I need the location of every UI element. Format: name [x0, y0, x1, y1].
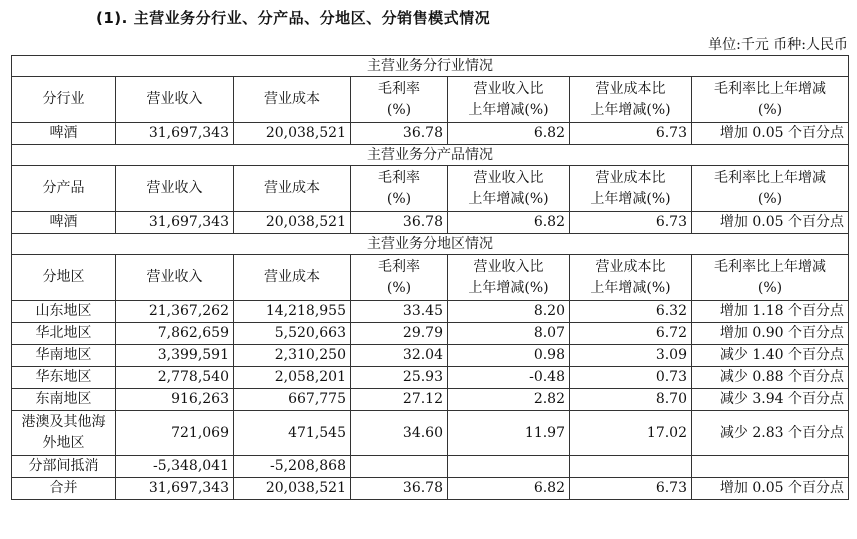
- cell-cost-change: 17.02: [570, 411, 692, 456]
- cell-margin-change: 增加 0.05 个百分点: [692, 212, 849, 234]
- table-row: [12, 323, 849, 345]
- header-revenue: 营业收入: [116, 255, 234, 301]
- header-cost-change: 营业成本比 上年增减(%): [570, 255, 692, 301]
- region-header-category: 分地区: [12, 255, 116, 301]
- cell-revenue: 31,697,343: [116, 478, 234, 500]
- cell-cost: -5,208,868: [234, 456, 351, 478]
- main-business-table: [11, 55, 849, 500]
- cell-cost: 2,310,250: [234, 345, 351, 367]
- cell-cost-change: 6.73: [570, 212, 692, 234]
- cell-revenue-change: [448, 456, 570, 478]
- row-label: 华南地区: [12, 345, 116, 367]
- header-cost-change: 营业成本比 上年增减(%): [570, 166, 692, 212]
- cell-revenue: 916,263: [116, 389, 234, 411]
- cell-cost: 2,058,201: [234, 367, 351, 389]
- cell-revenue: -5,348,041: [116, 456, 234, 478]
- table-row: [12, 301, 849, 323]
- cell-margin-change: 增加 0.05 个百分点: [692, 478, 849, 500]
- cell-cost-change: 3.09: [570, 345, 692, 367]
- cell-revenue-change: 8.20: [448, 301, 570, 323]
- cell-revenue: 2,778,540: [116, 367, 234, 389]
- cell-revenue: 21,367,262: [116, 301, 234, 323]
- cell-cost-change: 6.73: [570, 123, 692, 145]
- cell-cost: 20,038,521: [234, 212, 351, 234]
- row-label: 啤酒: [12, 123, 116, 145]
- industry-header-row: [12, 77, 849, 123]
- cell-cost-change: 6.72: [570, 323, 692, 345]
- cell-cost-change: 0.73: [570, 367, 692, 389]
- table-row: [12, 367, 849, 389]
- table-row: [12, 456, 849, 478]
- table-row: [12, 345, 849, 367]
- cell-margin-change: 减少 2.83 个百分点: [692, 411, 849, 456]
- cell-revenue: 721,069: [116, 411, 234, 456]
- cell-margin-change: 减少 1.40 个百分点: [692, 345, 849, 367]
- header-margin-change: 毛利率比上年增减 (%): [692, 255, 849, 301]
- cell-margin-change: 增加 0.90 个百分点: [692, 323, 849, 345]
- row-label: 港澳及其他海外地区: [12, 411, 116, 456]
- header-revenue-change: 营业收入比 上年增减(%): [448, 166, 570, 212]
- region-header-row: [12, 255, 849, 301]
- product-header-row: [12, 166, 849, 212]
- table-row: [12, 411, 849, 456]
- region-section-title-row: [12, 234, 849, 255]
- cell-margin-change: 增加 0.05 个百分点: [692, 123, 849, 145]
- cell-revenue-change: -0.48: [448, 367, 570, 389]
- header-revenue-change: 营业收入比 上年增减(%): [448, 255, 570, 301]
- header-gross-margin: 毛利率 (%): [351, 255, 448, 301]
- cell-gross-margin: 36.78: [351, 478, 448, 500]
- cell-cost: 20,038,521: [234, 478, 351, 500]
- table-row: [12, 478, 849, 500]
- cell-revenue-change: 6.82: [448, 123, 570, 145]
- cell-revenue-change: 8.07: [448, 323, 570, 345]
- cell-revenue-change: 2.82: [448, 389, 570, 411]
- row-label: 山东地区: [12, 301, 116, 323]
- section-heading: (1). 主营业务分行业、分产品、分地区、分销售模式情况: [96, 9, 491, 27]
- cell-gross-margin: 34.60: [351, 411, 448, 456]
- cell-gross-margin: 29.79: [351, 323, 448, 345]
- header-revenue: 营业收入: [116, 166, 234, 212]
- header-revenue-change: 营业收入比 上年增减(%): [448, 77, 570, 123]
- cell-cost-change: 6.32: [570, 301, 692, 323]
- cell-cost-change: [570, 456, 692, 478]
- cell-revenue-change: 0.98: [448, 345, 570, 367]
- header-gross-margin: 毛利率 (%): [351, 166, 448, 212]
- cell-margin-change: [692, 456, 849, 478]
- cell-cost: 667,775: [234, 389, 351, 411]
- row-label: 合并: [12, 478, 116, 500]
- unit-label: 单位:千元 币种:人民币: [708, 37, 848, 53]
- header-cost-change: 营业成本比 上年增减(%): [570, 77, 692, 123]
- header-margin-change: 毛利率比上年增减 (%): [692, 77, 849, 123]
- cell-cost: 5,520,663: [234, 323, 351, 345]
- cell-cost-change: 8.70: [570, 389, 692, 411]
- product-section-title: 主营业务分产品情况: [12, 145, 849, 166]
- cell-gross-margin: 32.04: [351, 345, 448, 367]
- cell-revenue: 31,697,343: [116, 212, 234, 234]
- cell-gross-margin: 27.12: [351, 389, 448, 411]
- header-margin-change: 毛利率比上年增减 (%): [692, 166, 849, 212]
- header-cost: 营业成本: [234, 166, 351, 212]
- cell-gross-margin: 36.78: [351, 123, 448, 145]
- table-row: [12, 123, 849, 145]
- industry-section-title-row: [12, 56, 849, 77]
- cell-cost: 471,545: [234, 411, 351, 456]
- table-row: [12, 389, 849, 411]
- row-label: 华东地区: [12, 367, 116, 389]
- cell-margin-change: 减少 3.94 个百分点: [692, 389, 849, 411]
- cell-cost-change: 6.73: [570, 478, 692, 500]
- cell-gross-margin: [351, 456, 448, 478]
- cell-revenue: 31,697,343: [116, 123, 234, 145]
- cell-revenue-change: 6.82: [448, 212, 570, 234]
- header-cost: 营业成本: [234, 255, 351, 301]
- header-revenue: 营业收入: [116, 77, 234, 123]
- row-label: 东南地区: [12, 389, 116, 411]
- row-label: 华北地区: [12, 323, 116, 345]
- cell-cost: 14,218,955: [234, 301, 351, 323]
- row-label: 分部间抵消: [12, 456, 116, 478]
- header-gross-margin: 毛利率 (%): [351, 77, 448, 123]
- table-body: [12, 56, 849, 500]
- cell-revenue-change: 11.97: [448, 411, 570, 456]
- cell-gross-margin: 33.45: [351, 301, 448, 323]
- product-header-category: 分产品: [12, 166, 116, 212]
- region-section-title: 主营业务分地区情况: [12, 234, 849, 255]
- cell-margin-change: 增加 1.18 个百分点: [692, 301, 849, 323]
- table-row: [12, 212, 849, 234]
- row-label: 啤酒: [12, 212, 116, 234]
- cell-margin-change: 减少 0.88 个百分点: [692, 367, 849, 389]
- cell-revenue-change: 6.82: [448, 478, 570, 500]
- header-cost: 营业成本: [234, 77, 351, 123]
- cell-gross-margin: 36.78: [351, 212, 448, 234]
- cell-cost: 20,038,521: [234, 123, 351, 145]
- industry-header-category: 分行业: [12, 77, 116, 123]
- cell-revenue: 3,399,591: [116, 345, 234, 367]
- product-section-title-row: [12, 145, 849, 166]
- industry-section-title: 主营业务分行业情况: [12, 56, 849, 77]
- cell-gross-margin: 25.93: [351, 367, 448, 389]
- cell-revenue: 7,862,659: [116, 323, 234, 345]
